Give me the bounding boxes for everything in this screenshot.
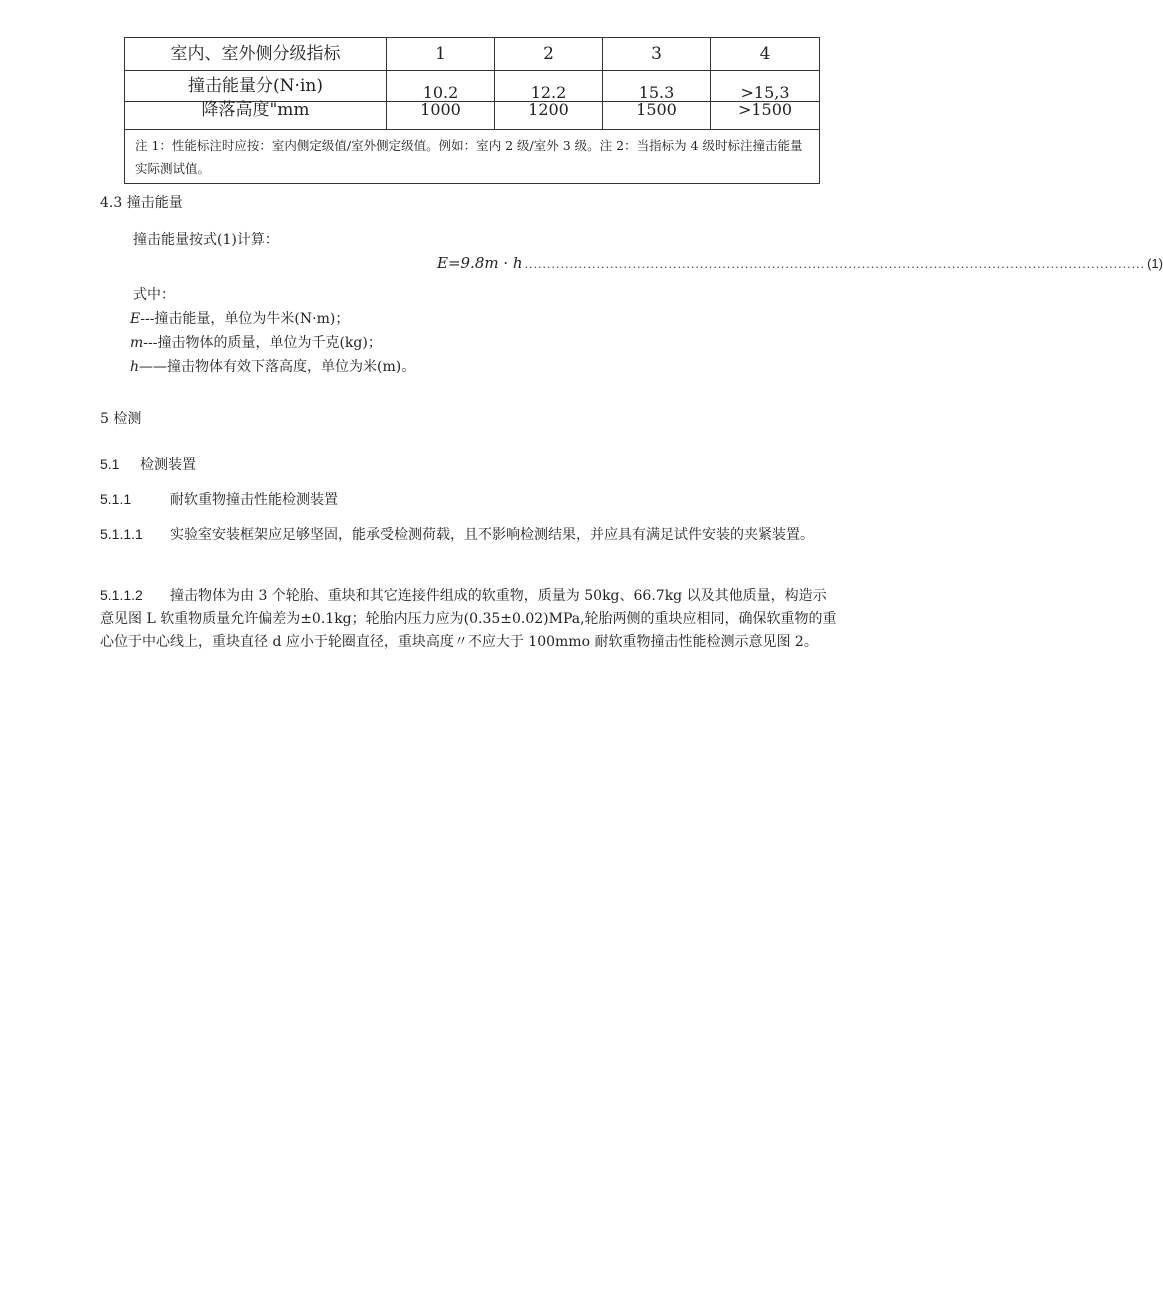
definition-text: ---撞击能量，单位为牛米(N·m)；	[140, 311, 350, 327]
section-number: 5.1.1.2	[100, 587, 143, 603]
formula-number: (1)	[1147, 256, 1163, 271]
where-label: 式中：	[133, 287, 175, 303]
table-header-cell: 3	[603, 38, 711, 71]
formula-expression: E=9.8m · h	[437, 254, 523, 272]
section-number: 5.1.1	[100, 491, 132, 507]
formula-intro: 撞击能量按式(1)计算：	[133, 232, 279, 248]
table-cell: >15,3	[711, 71, 820, 102]
grade-table	[124, 37, 820, 184]
table-header-cell: 2	[495, 38, 603, 71]
table-header-cell: 1	[387, 38, 495, 71]
section-5-heading: 5 检测	[100, 411, 142, 427]
section-title: 耐软重物撞击性能检测装置	[170, 492, 338, 508]
paragraph-text: 撞击物体为由 3 个轮胎、重块和其它连接件组成的软重物，质量为 50kg、66.7kg 以及其他质量，构造示意见图 L 软重物质量允许偏差为±0.1kg；轮胎内压力应为(0.35±0.02)MPa,轮胎两侧的重块应相同，确保软重物的重心位于中心线上，重块直径 d 应小于轮圈直径，重块高度〃不应大于 100mmo 耐软重物撞击性能检测示意见图 2。	[100, 588, 837, 650]
table-cell: 1200	[495, 102, 603, 130]
table-cell: 15.3	[603, 71, 711, 102]
definition-e	[130, 308, 349, 328]
table-cell: 撞击能量分(N·in)	[125, 71, 387, 102]
table-note: 注 1：性能标注时应按：室内侧定级值/室外侧定级值。例如：室内 2 级/室外 3 级。注 2：当指标为 4 级时标注撞击能量实际测试值。	[125, 130, 820, 184]
definition-symbol: m	[130, 335, 144, 351]
table-cell: >1500	[711, 102, 820, 130]
section-5-1-1	[100, 489, 338, 509]
formula-line	[437, 254, 1163, 274]
table-header-row	[125, 38, 820, 71]
table-row	[125, 71, 820, 102]
table-cell: 10.2	[387, 71, 495, 102]
table-header-cell: 室内、室外侧分级指标	[125, 38, 387, 71]
table-cell: 1500	[603, 102, 711, 130]
definition-symbol: E	[130, 311, 141, 327]
section-number: 5.1	[100, 456, 120, 472]
definition-text: ---撞击物体的质量，单位为千克(kg)；	[143, 335, 382, 351]
table-note-row	[125, 130, 820, 184]
table-cell: 1000	[387, 102, 495, 130]
definition-symbol: h	[130, 359, 140, 375]
section-5-1-1-2	[100, 584, 840, 654]
table-cell: 降落高度"mm	[125, 102, 387, 130]
section-number: 5.1.1.1	[100, 526, 143, 542]
section-title: 检测装置	[140, 457, 196, 473]
definition-text: ——撞击物体有效下落高度，单位为米(m)。	[139, 359, 416, 375]
table-header-cell: 4	[711, 38, 820, 71]
section-5-1-1-1	[100, 523, 840, 547]
section-4-3-heading: 4.3 撞击能量	[100, 195, 183, 211]
formula-leader-dots: ..........................................................................................................................................	[524, 258, 1146, 271]
table-row	[125, 102, 820, 130]
definition-m	[130, 332, 382, 352]
definition-h	[130, 356, 415, 376]
section-5-1	[100, 454, 196, 474]
paragraph-text: 实验室安装框架应足够坚固，能承受检测荷载，且不影响检测结果，并应具有满足试件安装的夹紧装置。	[170, 527, 814, 543]
table-cell: 12.2	[495, 71, 603, 102]
